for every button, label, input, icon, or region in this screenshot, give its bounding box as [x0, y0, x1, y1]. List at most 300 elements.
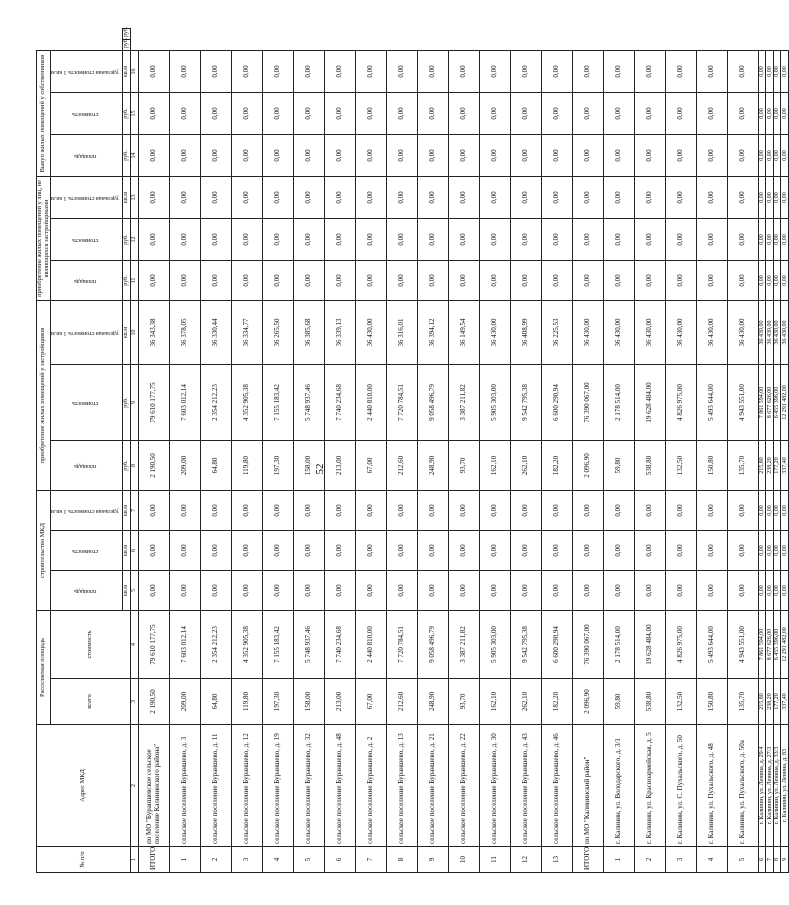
value-cell: 0,00	[696, 570, 727, 610]
value-cell: 0,00	[781, 134, 789, 176]
value-cell: 158,00	[293, 679, 324, 725]
value-cell: 0,00	[200, 490, 231, 530]
value-cell: 6 600 290,94	[541, 610, 572, 678]
value-cell: 0,00	[510, 176, 541, 218]
value-cell: 0,00	[169, 570, 200, 610]
value-cell: 8 677 626,00	[766, 610, 774, 678]
value-cell: 0,00	[781, 176, 789, 218]
value-cell: 0,00	[355, 176, 386, 218]
value-cell: 0,00	[603, 92, 634, 134]
address-cell: сельское поселение Бураншево, д. 46	[541, 725, 572, 847]
value-cell: 79 610 177,75	[138, 364, 169, 440]
value-cell: 0,00	[386, 92, 417, 134]
unit-cell: руб.	[122, 29, 130, 40]
value-cell: 0,00	[572, 260, 603, 300]
value-cell: 0,00	[766, 92, 774, 134]
value-cell: 0,00	[773, 260, 781, 300]
value-cell: 0,00	[541, 218, 572, 260]
value-cell: 162,10	[479, 440, 510, 490]
address-cell: г. Калинин, ул. Ленина, д. 83	[781, 725, 789, 847]
value-cell: 9 058 496,79	[417, 364, 448, 440]
value-cell: 0,00	[572, 218, 603, 260]
address-cell: по МО "Калининский район"	[572, 725, 603, 847]
value-cell: 3 387 211,82	[448, 610, 479, 678]
value-cell: 0,00	[727, 218, 758, 260]
row-number: ИТОГО	[138, 847, 169, 873]
value-cell: 0,00	[541, 50, 572, 92]
value-cell: 0,00	[479, 50, 510, 92]
value-cell: 4 943 551,00	[727, 610, 758, 678]
value-cell: 0,00	[448, 260, 479, 300]
row-number: 2	[200, 847, 231, 873]
value-cell: 0,00	[417, 570, 448, 610]
value-cell: 0,00	[758, 490, 766, 530]
unit-cell: кв.м	[122, 570, 130, 610]
value-cell: 0,00	[634, 570, 665, 610]
value-cell: 36 265,50	[262, 300, 293, 364]
value-cell: 0,00	[766, 260, 774, 300]
value-cell: 0,00	[417, 50, 448, 92]
value-cell: 0,00	[634, 176, 665, 218]
value-cell: 2 354 212,23	[200, 364, 231, 440]
value-cell: 0,00	[572, 570, 603, 610]
value-cell: 0,00	[766, 176, 774, 218]
row-number: 10	[448, 847, 479, 873]
value-cell: 0,00	[634, 530, 665, 570]
value-cell: 0,00	[448, 134, 479, 176]
value-cell: 132,50	[665, 679, 696, 725]
value-cell: 0,00	[572, 490, 603, 530]
value-cell: 7 861 594,00	[758, 610, 766, 678]
value-cell: 0,00	[355, 92, 386, 134]
value-cell: 0,00	[448, 176, 479, 218]
table-row	[727, 29, 758, 873]
value-cell: 0,00	[479, 176, 510, 218]
row-number: ИТОГО	[572, 847, 603, 873]
value-cell: 0,00	[773, 490, 781, 530]
address-cell: г. Калинин, ул. Ленина, д. 27/3	[766, 725, 774, 847]
value-cell: 0,00	[138, 490, 169, 530]
value-cell: 0,00	[665, 134, 696, 176]
row-number: 8	[773, 847, 781, 873]
row-number: 12	[510, 847, 541, 873]
value-cell: 0,00	[324, 260, 355, 300]
value-cell: 36 385,68	[293, 300, 324, 364]
value-cell: 0,00	[231, 530, 262, 570]
value-cell: 0,00	[541, 176, 572, 218]
value-cell: 0,00	[758, 570, 766, 610]
header-address: Адрес МКД	[37, 725, 131, 847]
header-cost-9: стоимость	[72, 399, 99, 406]
value-cell: 0,00	[773, 134, 781, 176]
value-cell: 7 740 234,68	[324, 610, 355, 678]
table-row	[293, 29, 324, 873]
value-cell: 0,00	[665, 92, 696, 134]
value-cell: 36 408,99	[510, 300, 541, 364]
value-cell: 36 430,00	[773, 300, 781, 364]
value-cell: 36 430,00	[479, 300, 510, 364]
value-cell: 0,00	[448, 530, 479, 570]
value-cell: 2 190,50	[138, 679, 169, 725]
table-row	[665, 29, 696, 873]
page-number: 52	[314, 463, 326, 475]
value-cell: 0,00	[727, 490, 758, 530]
value-cell: 0,00	[200, 530, 231, 570]
value-cell: 36 430,00	[696, 300, 727, 364]
unit-cell: руб.	[122, 364, 130, 440]
address-cell: сельское поселение Бураншево, д. 12	[231, 725, 262, 847]
value-cell: 2 096,90	[572, 679, 603, 725]
value-cell: 0,00	[324, 218, 355, 260]
value-cell: 36 430,00	[634, 300, 665, 364]
value-cell: 3 387 211,82	[448, 364, 479, 440]
value-cell: 158,00	[293, 440, 324, 490]
column-number: 8	[130, 440, 138, 490]
value-cell: 4 943 551,00	[727, 364, 758, 440]
address-cell: сельское поселение Бураншево, д. 13	[386, 725, 417, 847]
value-cell: 0,00	[727, 530, 758, 570]
column-number: 9	[130, 364, 138, 440]
value-cell: 36 430,00	[781, 300, 789, 364]
header-acq-developers: приобретение жилых помещений у застройщиков	[37, 300, 51, 490]
value-cell: 0,00	[324, 530, 355, 570]
value-cell: 0,00	[510, 92, 541, 134]
value-cell: 0,00	[696, 134, 727, 176]
value-cell: 79 610 177,75	[138, 610, 169, 678]
address-cell: по МО "Бураншевское сельское поселение Калининского района"	[138, 725, 169, 847]
value-cell: 0,00	[541, 260, 572, 300]
column-number: 4	[130, 610, 138, 678]
table-row	[696, 29, 727, 873]
value-cell: 0,00	[231, 218, 262, 260]
column-number: 5	[130, 570, 138, 610]
value-cell: 0,00	[773, 530, 781, 570]
value-cell: 0,00	[603, 134, 634, 176]
value-cell: 0,00	[293, 260, 324, 300]
value-cell: 0,00	[665, 570, 696, 610]
value-cell: 177,20	[773, 679, 781, 725]
value-cell: 7 155 183,42	[262, 364, 293, 440]
value-cell: 7 155 183,42	[262, 610, 293, 678]
value-cell: 2 354 212,23	[200, 610, 231, 678]
row-number: 3	[231, 847, 262, 873]
value-cell: 4 352 905,38	[231, 610, 262, 678]
value-cell: 36 430,00	[572, 300, 603, 364]
value-cell: 0,00	[634, 260, 665, 300]
value-cell: 0,00	[138, 50, 169, 92]
column-number: 3	[130, 679, 138, 725]
value-cell: 0,00	[572, 92, 603, 134]
column-number: 7	[130, 490, 138, 530]
value-cell: 0,00	[231, 134, 262, 176]
value-cell: 36 225,53	[541, 300, 572, 364]
value-cell: 0,00	[448, 570, 479, 610]
value-cell: 5 905 303,00	[479, 364, 510, 440]
value-cell: 0,00	[758, 260, 766, 300]
value-cell: 197,30	[262, 440, 293, 490]
value-cell: 36 149,54	[448, 300, 479, 364]
value-cell: 0,00	[727, 570, 758, 610]
value-cell: 9 058 496,79	[417, 610, 448, 678]
row-number: 8	[386, 847, 417, 873]
value-cell: 0,00	[293, 134, 324, 176]
value-cell: 212,60	[386, 679, 417, 725]
value-cell: 36 339,13	[324, 300, 355, 364]
value-cell: 0,00	[262, 260, 293, 300]
value-cell: 2 096,90	[572, 440, 603, 490]
value-cell: 209,00	[169, 679, 200, 725]
value-cell: 0,00	[541, 134, 572, 176]
table-row	[634, 29, 665, 873]
value-cell: 0,00	[324, 92, 355, 134]
table-row	[766, 29, 774, 873]
value-cell: 0,00	[231, 260, 262, 300]
value-cell: 0,00	[138, 570, 169, 610]
value-cell: 0,00	[541, 490, 572, 530]
value-cell: 0,00	[781, 490, 789, 530]
address-cell: сельское поселение Бураншево, д. 19	[262, 725, 293, 847]
header-buyout: Выкуп жилых помещений у собственников	[37, 50, 51, 176]
value-cell: 0,00	[417, 530, 448, 570]
value-cell: 0,00	[766, 490, 774, 530]
value-cell: 7 720 784,51	[386, 610, 417, 678]
value-cell: 7 740 234,68	[324, 364, 355, 440]
address-cell: сельское поселение Бураншево, д. 30	[479, 725, 510, 847]
table-row	[510, 29, 541, 873]
value-cell: 0,00	[231, 50, 262, 92]
value-cell: 0,00	[510, 570, 541, 610]
value-cell: 8 677 626,00	[766, 364, 774, 440]
value-cell: 0,00	[386, 570, 417, 610]
value-cell: 0,00	[169, 260, 200, 300]
value-cell: 0,00	[169, 490, 200, 530]
value-cell: 0,00	[169, 92, 200, 134]
header-area-11: площадь	[74, 277, 97, 284]
header-cost: стоимость	[51, 610, 130, 678]
value-cell: 0,00	[572, 176, 603, 218]
value-cell: 0,00	[355, 570, 386, 610]
value-cell: 0,00	[479, 92, 510, 134]
value-cell: 238,20	[766, 440, 774, 490]
value-cell: 0,00	[231, 92, 262, 134]
value-cell: 0,00	[541, 92, 572, 134]
header-specific-10: удельная стоимость 1 кв.м	[51, 329, 120, 336]
unit-cell: руб.	[122, 92, 130, 134]
value-cell: 119,80	[231, 440, 262, 490]
value-cell: 0,00	[479, 134, 510, 176]
value-cell: 2 440 810,00	[355, 364, 386, 440]
table-row	[417, 29, 448, 873]
value-cell: 182,20	[541, 679, 572, 725]
value-cell: 0,00	[696, 490, 727, 530]
value-cell: 5 493 644,00	[696, 610, 727, 678]
value-cell: 0,00	[665, 260, 696, 300]
value-cell: 0,00	[572, 50, 603, 92]
value-cell: 0,00	[138, 530, 169, 570]
column-number: 13	[130, 176, 138, 218]
value-cell: 0,00	[634, 134, 665, 176]
value-cell: 0,00	[262, 176, 293, 218]
value-cell: 0,00	[727, 134, 758, 176]
value-cell: 0,00	[696, 218, 727, 260]
value-cell: 0,00	[262, 92, 293, 134]
value-cell: 0,00	[696, 530, 727, 570]
value-cell: 4 826 975,00	[665, 610, 696, 678]
table-row	[773, 29, 781, 873]
value-cell: 337,40	[781, 679, 789, 725]
value-cell: 0,00	[696, 260, 727, 300]
value-cell: 0,00	[781, 92, 789, 134]
value-cell: 0,00	[293, 92, 324, 134]
value-cell: 0,00	[727, 92, 758, 134]
value-cell: 0,00	[355, 260, 386, 300]
value-cell: 0,00	[231, 570, 262, 610]
value-cell: 9 542 795,38	[510, 364, 541, 440]
value-cell: 0,00	[324, 490, 355, 530]
value-cell: 36 343,38	[138, 300, 169, 364]
value-cell: 2 440 810,00	[355, 610, 386, 678]
address-cell: г. Калинин, ул. Красноармейская, д. 5	[634, 725, 665, 847]
row-number: 5	[727, 847, 758, 873]
value-cell: 0,00	[293, 50, 324, 92]
header-specific-13: удельная стоимость 1 кв.м	[51, 194, 120, 201]
row-number: 3	[665, 847, 696, 873]
value-cell: 0,00	[665, 490, 696, 530]
header-acq-nondev: приобретение жилых помещений у лиц, не являющихся застройщиками	[37, 176, 51, 300]
address-cell: г. Калинин, ул. Пухальского, д. 50а	[727, 725, 758, 847]
value-cell: 0,00	[758, 218, 766, 260]
table-row	[200, 29, 231, 873]
value-cell: 6 600 290,94	[541, 364, 572, 440]
value-cell: 0,00	[200, 50, 231, 92]
row-number: 13	[541, 847, 572, 873]
value-cell: 64,80	[200, 440, 231, 490]
unit-cell: руб.	[122, 260, 130, 300]
unit-cell: кв.м	[122, 50, 130, 92]
value-cell: 0,00	[665, 218, 696, 260]
value-cell: 36 430,00	[603, 300, 634, 364]
value-cell: 262,10	[510, 440, 541, 490]
value-cell: 0,00	[758, 50, 766, 92]
value-cell: 213,00	[324, 679, 355, 725]
value-cell: 0,00	[781, 530, 789, 570]
value-cell: 0,00	[781, 218, 789, 260]
row-number: 5	[293, 847, 324, 873]
value-cell: 0,00	[665, 50, 696, 92]
header-area-14: площадь	[74, 152, 97, 159]
header-cost-15: стоимость	[72, 110, 99, 117]
table-row	[479, 29, 510, 873]
value-cell: 0,00	[758, 530, 766, 570]
value-cell: 0,00	[541, 570, 572, 610]
value-cell: 0,00	[200, 176, 231, 218]
value-cell: 2 190,50	[138, 440, 169, 490]
table-row	[781, 29, 789, 873]
table-row	[138, 29, 169, 873]
value-cell: 0,00	[766, 570, 774, 610]
value-cell: 2 178 514,00	[603, 610, 634, 678]
table-row	[386, 29, 417, 873]
value-cell: 0,00	[766, 218, 774, 260]
header-area-8: площадь	[74, 462, 97, 469]
value-cell: 7 603 012,14	[169, 610, 200, 678]
value-cell: 0,00	[355, 50, 386, 92]
row-number: 6	[324, 847, 355, 873]
value-cell: 36 430,00	[665, 300, 696, 364]
table-row	[324, 29, 355, 873]
value-cell: 0,00	[293, 176, 324, 218]
value-cell: 0,00	[766, 134, 774, 176]
unit-cell: кв.м	[122, 490, 130, 530]
value-cell: 36 330,44	[200, 300, 231, 364]
value-cell: 0,00	[386, 490, 417, 530]
column-number: 10	[130, 300, 138, 364]
unit-cell: руб.	[122, 440, 130, 490]
value-cell: 0,00	[138, 176, 169, 218]
table-row	[231, 29, 262, 873]
address-cell: сельское поселение Бураншево, д. 48	[324, 725, 355, 847]
table-row	[355, 29, 386, 873]
value-cell: 76 390 067,00	[572, 364, 603, 440]
value-cell: 19 628 484,00	[634, 610, 665, 678]
header-specific-7: удельная стоимость 1 кв.м	[51, 507, 120, 514]
value-cell: 0,00	[324, 176, 355, 218]
value-cell: 0,00	[262, 218, 293, 260]
value-cell: 0,00	[766, 530, 774, 570]
value-cell: 0,00	[603, 530, 634, 570]
value-cell: 0,00	[293, 490, 324, 530]
address-cell: г. Калинин, ул. Володарского, д. 3/1	[603, 725, 634, 847]
row-number: 2	[634, 847, 665, 873]
value-cell: 5 905 303,00	[479, 610, 510, 678]
value-cell: 209,00	[169, 440, 200, 490]
value-cell: 0,00	[781, 570, 789, 610]
value-cell: 0,00	[773, 92, 781, 134]
value-cell: 12 291 482,00	[781, 610, 789, 678]
value-cell: 0,00	[231, 176, 262, 218]
value-cell: 0,00	[138, 92, 169, 134]
value-cell: 93,70	[448, 440, 479, 490]
value-cell: 0,00	[293, 570, 324, 610]
row-number: 7	[766, 847, 774, 873]
value-cell: 6 455 396,00	[773, 364, 781, 440]
value-cell: 0,00	[417, 490, 448, 530]
value-cell: 182,20	[541, 440, 572, 490]
value-cell: 0,00	[479, 530, 510, 570]
value-cell: 36 430,00	[766, 300, 774, 364]
value-cell: 0,00	[386, 530, 417, 570]
value-cell: 0,00	[758, 176, 766, 218]
value-cell: 0,00	[773, 218, 781, 260]
address-cell: сельское поселение Бураншево, д. 22	[448, 725, 479, 847]
value-cell: 0,00	[169, 176, 200, 218]
value-cell: 36 378,05	[169, 300, 200, 364]
value-cell: 0,00	[355, 218, 386, 260]
value-cell: 0,00	[781, 50, 789, 92]
table-row	[448, 29, 479, 873]
resettlement-table	[36, 28, 789, 873]
value-cell: 0,00	[479, 260, 510, 300]
table-row	[262, 29, 293, 873]
address-cell: г. Калинин, ул. С. Пухальского, д. 50	[665, 725, 696, 847]
value-cell: 0,00	[200, 260, 231, 300]
value-cell: 0,00	[200, 92, 231, 134]
value-cell: 0,00	[541, 530, 572, 570]
table-row	[603, 29, 634, 873]
header-specific-16: удельная стоимость 1 кв.м	[51, 68, 120, 75]
value-cell: 0,00	[262, 490, 293, 530]
value-cell: 0,00	[231, 490, 262, 530]
